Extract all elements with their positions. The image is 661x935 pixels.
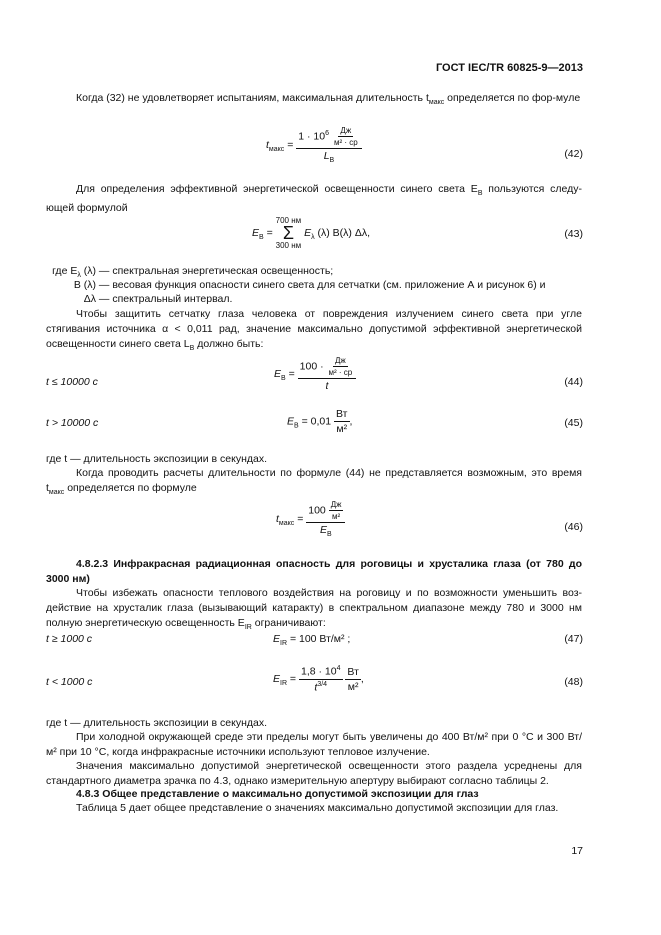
paragraph-text: пользуются следу-ющей формулой — [46, 183, 582, 215]
eq-tail: , — [349, 415, 353, 428]
paragraph-9: Значения максимально допустимой энергетической освещенности этого раздела усреднены для стандартного диаметра зрачка по 4.3, однако измерительную апертуру выбирают согласно таблицы 2. — [46, 760, 582, 787]
where-item — [46, 292, 232, 306]
unit-denominator: м² · ср — [328, 368, 353, 377]
paragraph-1 — [46, 91, 582, 110]
paragraph-5 — [46, 466, 582, 500]
fraction — [299, 665, 343, 693]
subscript: B — [189, 345, 195, 353]
equation-43: $E_B$ = 700 нм Σ 300 нм $E_\lambda$ (λ) B(λ) Δλ, — [252, 216, 371, 250]
eq-symbol: t — [266, 138, 269, 151]
numerator: 1 · 10 — [298, 130, 326, 143]
equation-45 — [287, 408, 352, 435]
paragraph-text: Для определения эффективной энергетической освещенности синего света E — [76, 183, 478, 195]
subscript: B — [294, 422, 299, 430]
eq-number-44: (44) — [564, 376, 583, 388]
eq-number-47: (47) — [564, 633, 583, 645]
eq-symbol: t — [276, 512, 279, 525]
eq-rhs: = 0,01 — [301, 415, 332, 428]
subscript: макс — [48, 489, 65, 497]
condition-47: t ≥ 1000 с — [46, 633, 93, 645]
unit-numerator: Вт — [347, 665, 359, 678]
eq-rest: (λ) B(λ) Δλ, — [314, 226, 371, 239]
subscript: λ — [77, 272, 81, 280]
paragraph-text: ограничивают: — [251, 617, 326, 629]
unit-denominator: м² — [336, 423, 348, 435]
unit-fraction — [327, 356, 355, 377]
unit-fraction — [329, 500, 344, 521]
equation-44: $E_B$ = 100 · $\frac{Дж}{\text{м² · ср}}$ t — [274, 356, 356, 392]
unit-numerator: Дж — [340, 126, 352, 135]
unit-numerator: Дж — [330, 500, 342, 509]
paragraph-8: При холодной окружающей среде эти пределы могут быть увеличены до 400 Вт/м² при 0 °С и 300 Вт/м² при 10 °С, когда инфракрасные источники используют тепловое излучение. — [46, 731, 582, 758]
subscript: B — [327, 531, 332, 539]
subscript: B — [259, 233, 264, 241]
eq-number-45: (45) — [564, 417, 583, 429]
equation-46: $t_{макс}$ = 100 $\frac{Дж}{\text{м²}}$ $E_B$ — [276, 500, 345, 538]
fraction — [306, 500, 345, 538]
paragraph-text: должно быть: — [194, 338, 264, 350]
numerator: 100 — [308, 504, 326, 517]
condition-44: t ≤ 10000 с — [46, 376, 98, 388]
subscript: макс — [428, 99, 445, 107]
section-heading-483: 4.8.3 Общее представление о максимально допустимой экспозиции для глаз — [76, 788, 479, 800]
equation-47 — [273, 633, 350, 647]
where-symbol-tail: (λ) — [80, 265, 96, 277]
paragraph-4: где t — длительность экспозиции в секундах. — [46, 453, 268, 465]
subscript: B — [281, 374, 286, 382]
unit-denominator: м² · ср — [333, 138, 358, 147]
subscript: макс — [278, 519, 295, 527]
where-description: — весовая функция опасности синего света для сетчатки (см. приложение А и рисунок 6) и — [98, 279, 546, 291]
unit-numerator: Вт — [336, 408, 348, 420]
where-symbol: B (λ) — [73, 279, 96, 291]
eq-number-46: (46) — [564, 521, 583, 533]
unit-numerator: Дж — [334, 356, 346, 365]
fraction — [298, 356, 357, 392]
condition-45: t > 10000 с — [46, 417, 99, 429]
paragraph-6 — [46, 586, 582, 635]
paragraph-2 — [46, 182, 582, 216]
eq-number-43: (43) — [564, 228, 583, 240]
superscript: 3/4 — [317, 680, 328, 688]
eq-symbol: E — [273, 672, 281, 685]
where-description: — спектральный интервал. — [98, 293, 233, 305]
denominator: t — [314, 681, 318, 693]
subscript: IR — [244, 624, 252, 632]
paragraph-3 — [46, 307, 582, 356]
subscript: B — [477, 190, 483, 198]
equation-42: $t_{макс}$ = $1 \cdot 10^6$ $\frac{Дж}{\text{м² · ср}}$ $L_B$ — [266, 126, 362, 164]
where-description: — спектральная энергетическая освещенность; — [98, 265, 334, 277]
eq-symbol: E — [252, 226, 260, 239]
subscript: IR — [280, 640, 288, 648]
section-heading-4823: 4.8.2.3 Инфракрасная радиационная опасность для роговицы и хрусталика глаза (от 780 до 3000 нм) — [46, 558, 582, 585]
paragraph-text: Чтобы избежать опасности теплового воздействия на роговицу и по возможности уменьшить воз-действие на хрусталик глаза (вызывающий катаракту) в спектральном диапазоне между 780 и 3000 нм полную энергетическую освещенность E — [46, 587, 582, 629]
condition-48: t < 1000 с — [46, 676, 93, 688]
eq-symbol: E — [274, 367, 282, 380]
paragraph-7: где t — длительность экспозиции в секундах. — [46, 717, 268, 729]
paragraph-10: Таблица 5 дает общее представление о значениях максимально допустимой экспозиции для глаз. — [76, 802, 559, 814]
eq-symbol: E — [304, 226, 312, 239]
unit-fraction — [345, 666, 360, 693]
eq-rhs: = 100 Вт/м² ; — [289, 633, 351, 645]
unit-fraction — [334, 408, 349, 435]
denominator: L — [323, 150, 330, 162]
numerator: 100 · — [299, 360, 324, 373]
sigma-symbol: Σ — [282, 223, 294, 243]
eq-symbol: E — [287, 415, 295, 428]
paragraph-text: определяется по формуле — [64, 482, 197, 494]
paragraph-text: Когда проводить расчеты длительности по формуле (44) не представляется возможным, это время t — [46, 467, 582, 494]
paragraph-text: определяется по фор-муле — [444, 92, 581, 104]
paragraph-text: Когда (32) не удовлетворяет испытаниям, максимальная длительность t — [76, 92, 429, 104]
superscript: 6 — [325, 129, 330, 137]
eq-symbol: E — [273, 633, 281, 645]
subscript: IR — [280, 679, 288, 687]
unit-fraction — [332, 126, 360, 147]
eq-number-48: (48) — [564, 676, 583, 688]
unit-denominator: м² — [347, 680, 359, 693]
sum-lower-limit: 300 нм — [275, 241, 302, 250]
document-header: ГОСТ IEC/TR 60825-9—2013 — [435, 62, 583, 74]
paragraph-text: Чтобы защитить сетчатку глаза человека от повреждения излучением синего света при угле стягивания источника α < 0,011 рад, значение максимально допустимой эффективной энергетической освещенности синего света L — [46, 308, 582, 350]
subscript: B — [329, 157, 335, 165]
denominator: E — [320, 524, 328, 536]
eq-number-42: (42) — [564, 148, 583, 160]
where-symbol: где E — [52, 265, 78, 277]
subscript: λ — [311, 233, 315, 241]
unit-denominator: м² — [332, 512, 341, 521]
denominator: t — [325, 380, 329, 392]
subscript: макс — [268, 145, 285, 153]
eq-tail: , — [360, 672, 364, 685]
superscript: 4 — [336, 665, 341, 672]
sum-upper-limit: 700 нм — [275, 216, 302, 225]
numerator: 1,8 · 10 — [300, 665, 337, 678]
summation — [276, 216, 302, 250]
where-item — [46, 278, 546, 292]
page-number: 17 — [571, 845, 583, 857]
equation-48: $E_{IR}$ = $\frac{1,8 \cdot 10^4}{t^{3/4}}$ $\frac{Вт}{\text{м²}}$ , — [273, 665, 364, 693]
fraction — [296, 126, 361, 164]
where-symbol: Δλ — [83, 293, 96, 305]
